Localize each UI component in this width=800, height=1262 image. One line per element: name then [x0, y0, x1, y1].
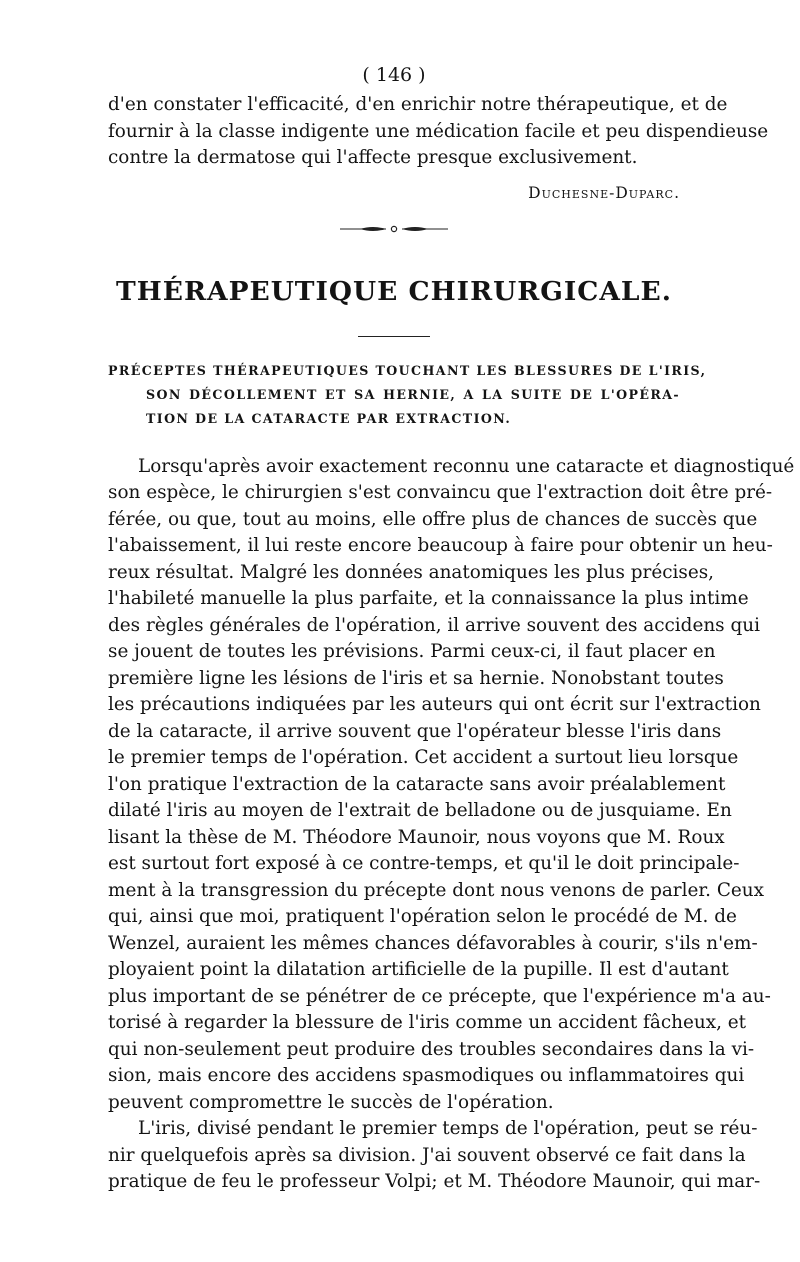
text-line: férée, ou que, tout au moins, elle offre plus de chances de succès que	[108, 508, 758, 530]
text-line: pratique de feu le professeur Volpi; et M. Théodore Maunoir, qui mar-	[108, 1171, 761, 1192]
text-line: les précautions indiquées par les auteurs qui ont écrit sur l'extraction	[108, 694, 761, 715]
text-line: se jouent de toutes les prévisions. Parmi ceux-ci, il faut placer en	[108, 641, 716, 662]
subheading-line: PRÉCEPTES THÉRAPEUTIQUES TOUCHANT LES BLESSURES DE L'IRIS,	[108, 362, 707, 378]
ornamental-divider	[340, 224, 448, 234]
text-line: le premier temps de l'opération. Cet accident a surtout lieu lorsque	[108, 747, 739, 768]
text-line: de la cataracte, il arrive souvent que l'opérateur blesse l'iris dans	[108, 720, 722, 742]
text-line: des règles générales de l'opération, il arrive souvent des accidens qui	[108, 614, 760, 636]
title-rule	[358, 336, 430, 337]
author-signature: Duchesne-Duparc.	[528, 183, 680, 202]
text-line: fournir à la classe indigente une médication facile et peu dispendieuse	[108, 120, 769, 142]
text-line: Wenzel, auraient les mêmes chances défavorables à courir, s'ils n'em-	[108, 932, 758, 954]
text-line: sion, mais encore des accidens spasmodiques ou inflammatoires qui	[108, 1065, 745, 1086]
text-line: qui non-seulement peut produire des troubles secondaires dans la vi-	[108, 1038, 755, 1060]
text-line: est surtout fort exposé à ce contre-temps, et qu'il le doit principale-	[108, 853, 740, 874]
book-page	[108, 58, 795, 1196]
article-subheading	[108, 359, 707, 431]
text-line: lisant la thèse de M. Théodore Maunoir, nous voyons que M. Roux	[108, 826, 725, 848]
text-line: l'habileté manuelle la plus parfaite, et la connaissance la plus intime	[108, 588, 749, 609]
text-line: qui, ainsi que moi, pratiquent l'opération selon le procédé de M. de	[108, 906, 737, 927]
text-line: l'abaissement, il lui reste encore beaucoup à faire pour obtenir un heu-	[108, 535, 773, 556]
intro-paragraph	[108, 92, 769, 172]
text-line: ment à la transgression du précepte dont nous venons de parler. Ceux	[108, 879, 765, 901]
text-line: contre la dermatose qui l'affecte presque exclusivement.	[108, 147, 638, 168]
text-line: nir quelquefois après sa division. J'ai souvent observé ce fait dans la	[108, 1144, 746, 1166]
text-line: torisé à regarder la blessure de l'iris comme un accident fâcheux, et	[108, 1012, 747, 1033]
text-line: peuvent compromettre le succès de l'opération.	[108, 1091, 554, 1113]
text-line: plus important de se pénétrer de ce précepte, que l'expérience m'a au-	[108, 985, 771, 1007]
page-number: ( 146 )	[362, 64, 426, 86]
text-line: première ligne les lésions de l'iris et sa hernie. Nonobstant toutes	[108, 667, 724, 689]
subheading-line: SON DÉCOLLEMENT ET SA HERNIE, A LA SUITE DE L'OPÉRA-	[146, 386, 680, 402]
text-line: reux résultat. Malgré les données anatomiques les plus précises,	[108, 561, 715, 583]
text-line: Lorsqu'après avoir exactement reconnu une cataracte et diagnostiqué	[138, 455, 795, 477]
text-line: L'iris, divisé pendant le premier temps de l'opération, peut se réu-	[138, 1118, 758, 1139]
body-text	[108, 454, 795, 1196]
section-title: THÉRAPEUTIQUE CHIRURGICALE.	[116, 275, 672, 307]
text-line: ployaient point la dilatation artificielle de la pupille. Il est d'autant	[108, 959, 729, 980]
text-line: son espèce, le chirurgien s'est convaincu que l'extraction doit être pré-	[108, 482, 773, 503]
subheading-line: TION DE LA CATARACTE PAR EXTRACTION.	[146, 410, 512, 426]
text-line: l'on pratique l'extraction de la cataracte sans avoir préalablement	[108, 773, 726, 795]
text-line: d'en constater l'efficacité, d'en enrichir notre thérapeutique, et de	[108, 94, 728, 115]
text-line: dilaté l'iris au moyen de l'extrait de belladone ou de jusquiame. En	[108, 800, 732, 821]
